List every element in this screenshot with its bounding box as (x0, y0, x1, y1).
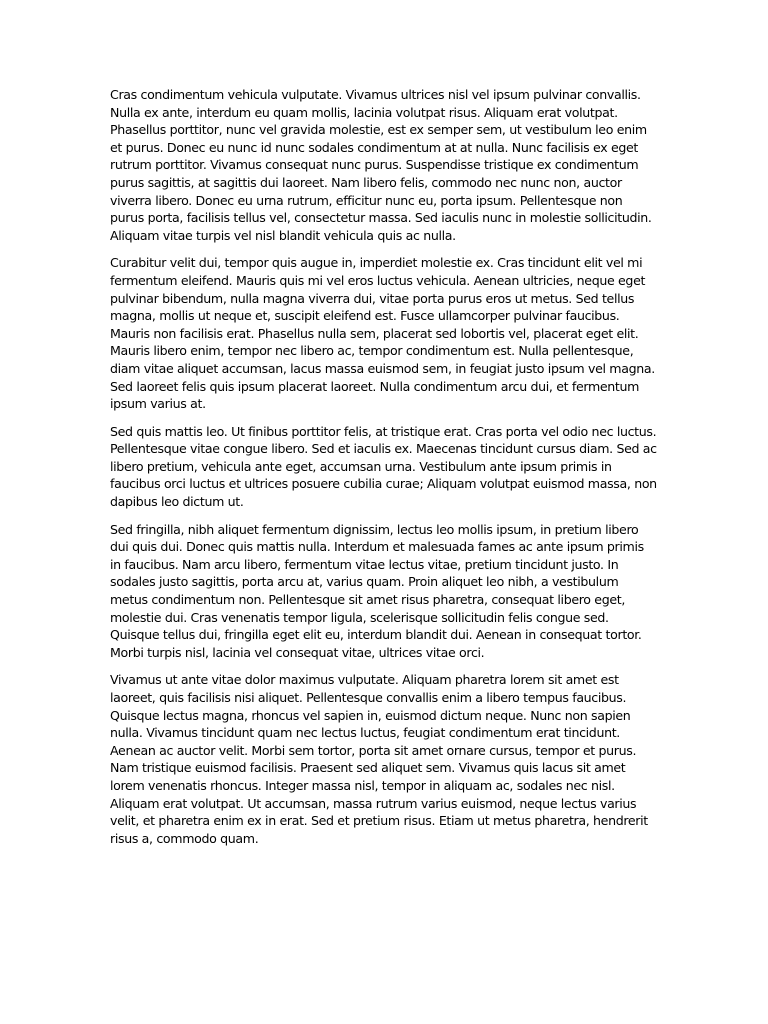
paragraph-3: Sed quis mattis leo. Ut finibus porttitor felis, at tristique erat. Cras porta vel odio nec luctus. Pellentesque vitae congue libero. Sed et iaculis ex. Maecenas tincidunt cursus diam. Sed ac libero pretium, vehicula ante eget, accumsan urna. Vestibulum ante ipsum primis in faucibus orci luctus et ultrices posuere cubilia curae; Aliquam volutpat euismod massa, non dapibus leo dictum ut. (110, 423, 657, 510)
paragraph-1: Cras condimentum vehicula vulputate. Vivamus ultrices nisl vel ipsum pulvinar convallis. Nulla ex ante, interdum eu quam mollis, lacinia volutpat risus. Aliquam erat volutpat. Phasellus porttitor, nunc vel gravida molestie, est ex semper sem, ut vestibulum leo enim et purus. Donec eu nunc id nunc sodales condimentum at at nulla. Nunc facilisis ex eget rutrum porttitor. Vivamus consequat nunc purus. Suspendisse tristique ex condimentum purus sagittis, at sagittis dui laoreet. Nam libero felis, commodo nec nunc non, auctor viverra libero. Donec eu urna rutrum, efficitur nunc eu, porta ipsum. Pellentesque non purus porta, facilisis tellus vel, consectetur massa. Sed iaculis nunc in molestie sollicitudin. Aliquam vitae turpis vel nisl blandit vehicula quis ac nulla. (110, 87, 652, 243)
paragraph-4: Sed fringilla, nibh aliquet fermentum dignissim, lectus leo mollis ipsum, in pretium libero dui quis dui. Donec quis mattis nulla. Interdum et malesuada fames ac ante ipsum primis in faucibus. Nam arcu libero, fermentum vitae lectus vitae, pretium tincidunt justo. In sodales justo sagittis, porta arcu at, varius quam. Proin aliquet leo nibh, a vestibulum metus condimentum non. Pellentesque sit amet risus pharetra, consequat libero eget, molestie dui. Cras venenatis tempor ligula, scelerisque sollicitudin felis congue sed. Quisque tellus dui, fringilla eget elit eu, interdum blandit dui. Aenean in consequat tortor. Morbi turpis nisl, lacinia vel consequat vitae, ultrices vitae orci. (110, 521, 644, 660)
paragraph-2: Curabitur velit dui, tempor quis augue in, imperdiet molestie ex. Cras tincidunt elit vel mi fermentum eleifend. Mauris quis mi vel eros luctus vehicula. Aenean ultricies, neque eget pulvinar bibendum, nulla magna viverra dui, vitae porta purus eros ut metus. Sed tellus magna, mollis ut neque et, suscipit eleifend est. Fusce ullamcorper pulvinar faucibus. Mauris non facilisis erat. Phasellus nulla sem, placerat sed lobortis vel, placerat eget elit. Mauris libero enim, tempor nec libero ac, tempor condimentum est. Nulla pellentesque, diam vitae aliquet accumsan, lacus massa euismod sem, in feugiat justo ipsum vel magna. Sed laoreet felis quis ipsum placerat laoreet. Nulla condimentum arcu dui, et fermentum ipsum varius at. (110, 255, 655, 412)
document-body (110, 86, 658, 857)
paragraph-5: Vivamus ut ante vitae dolor maximus vulputate. Aliquam pharetra lorem sit amet est laoreet, quis facilisis nisi aliquet. Pellentesque convallis enim a libero tempus faucibus. Quisque lectus magna, rhoncus vel sapien in, euismod dictum neque. Nunc non sapien nulla. Vivamus tincidunt quam nec lectus luctus, feugiat condimentum erat tincidunt. Aenean ac auctor velit. Morbi sem tortor, porta sit amet ornare cursus, tempor et purus. Nam tristique euismod facilisis. Praesent sed aliquet sem. Vivamus quis lacus sit amet lorem venenatis rhoncus. Integer massa nisl, tempor in aliquam ac, sodales nec nisl. Aliquam erat volutpat. Ut accumsan, massa rutrum varius euismod, neque lectus varius velit, et pharetra enim ex in erat. Sed et pretium risus. Etiam ut metus pharetra, hendrerit risus a, commodo quam. (110, 672, 648, 846)
